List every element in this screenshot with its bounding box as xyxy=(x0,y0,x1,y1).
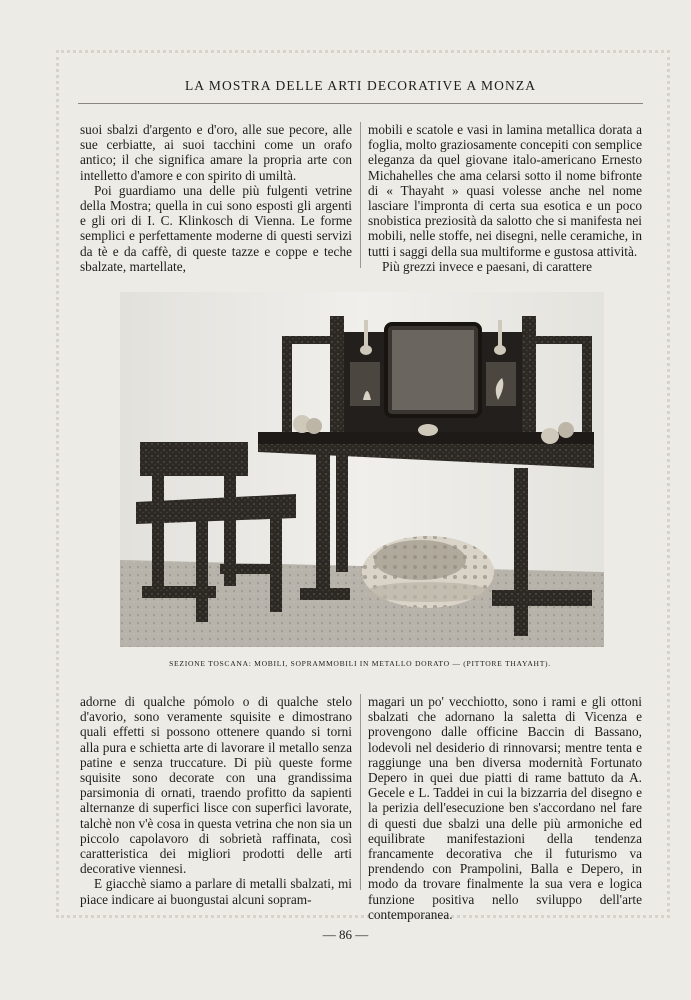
column-divider xyxy=(360,122,361,268)
photo-caption: SEZIONE TOSCANA: MOBILI, SOPRAMMOBILI IN METALLO DORATO — (PITTORE THAYAHT). xyxy=(169,659,551,668)
paragraph: adorne di qualche pómolo o di qualche stelo d'avorio, sono veramente squisite e dimostrano quali effetti si possono ottenere quando si torni alla pura e schietta arte di lavorare il metallo senza patine e senza truccature. Di più queste forme squisite sono decorate con una grandissima parsimonia di ornati, traendo profitto da sapienti alternanze di superfici lisce con superfici lavorate, talchè non v'è cosa in questa vetrina che non sia un piccolo capolavoro di sobrietà raffinata, così caratteristica dei migliori prodotti delle arti decorative viennesi. xyxy=(80,694,352,877)
paragraph: E giacchè siamo a parlare di metalli sbalzati, mi piace indicare ai buongustai alcuni sopram- xyxy=(80,876,352,907)
paragraph: Poi guardiamo una delle più fulgenti vetrine della Mostra; quella in cui sono esposti gli argenti e gli ori di I. C. Klinkosch di Vienna. Le forme semplici e perfettamente moderne di questi servizi da tè e da caffè, di queste tazze e coppe e teche sbalzate, martellate, xyxy=(80,182,352,274)
column-right-bottom xyxy=(368,694,642,922)
page-number: — 86 — xyxy=(322,927,369,942)
header-rule xyxy=(78,103,643,104)
paragraph: Più grezzi invece e paesani, di carattere xyxy=(382,258,593,274)
column-divider xyxy=(360,694,361,890)
paragraph: magari un po' vecchiotto, sono i rami e gli ottoni sbalzati che adornano la saletta di Vicenza e provengono dalle officine Baccin di Bassano, lodevoli nel desiderio di rinnovarsi; mentre tenta e raggiunge una ben diversa modernità Fortunato Depero in quei due piatti di rame battuto da A. Gecele e L. Taddei in cui la bizzarria del disegno e la perizia dell'esecuzione ben s'accordano nel fare di questi due sbalzi una delle più armoniche ed equilibrate manifestazioni della tendenza francamente decorativa che il futurismo va prendendo con Prampolini, Balla e Depero, in modo da trovare finalmente la sua vera e logica funzione positiva nello sviluppo dell'arte contemporanea. xyxy=(368,694,642,922)
furniture-photograph xyxy=(120,292,604,647)
running-head: LA MOSTRA DELLE ARTI DECORATIVE A MONZA xyxy=(184,78,537,93)
column-right-top xyxy=(368,122,642,274)
paragraph: suoi sbalzi d'argento e d'oro, alle sue pecore, alle sue cerbiatte, ai suoi tacchini come un orafo antico; il che significa amare la propria arte con intelletto d'amore e con spirito di umiltà. xyxy=(80,122,352,183)
column-left-bottom xyxy=(80,694,352,907)
paragraph: mobili e scatole e vasi in lamina metallica dorata a foglia, molto graziosamente concepiti con semplice eleganza da quel giovane italo-americano Ernesto Michahelles che ama celarsi sotto il nome bifronte di « Thayaht » quasi volesse anche nel nome lasciare l'impronta di certa sua esotica e un poco snobistica preziosità da salotto che si manifesta nei mobili, nelle stoffe, nei disegni, nelle ceramiche, in tutti i saggi della sua multiforme e gustosa attività. xyxy=(368,122,642,259)
column-left-top xyxy=(80,122,352,274)
